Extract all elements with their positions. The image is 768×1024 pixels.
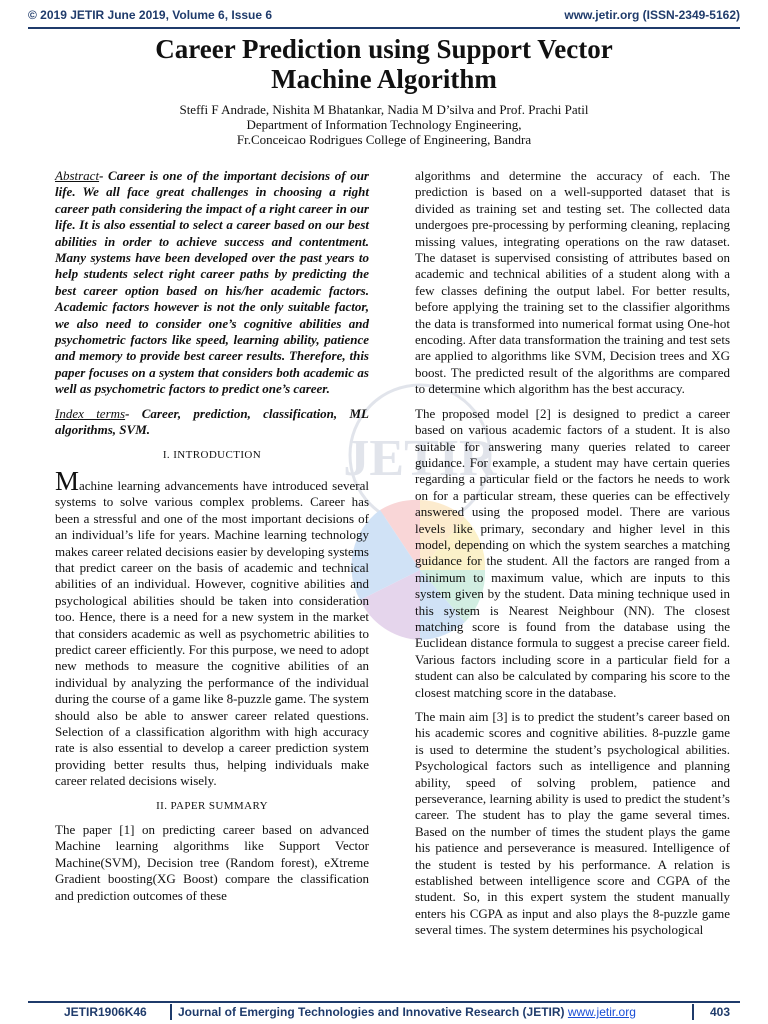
paper-title [40, 34, 728, 94]
right-paragraph-3: The main aim [3] is to predict the student’s career based on his academic scores and cognitive abilities. 8-puzzle game is used to determine the student’s psychological abilities. Psychological factors such as intelligence and planning ability, speed of solving problem, patience and perseverance, learning ability is used to predict the student’s career. The student has to play the game several times. Based on the number of times the student plays the game his patience and perseverance is measured. Intelligence of the student is tested by his performance. A relation is established between intelligence score and CGPA of the student. So, in this expert system the student manually enters his CGPA as input and also plays the 8-puzzle game several times. The system determines his psychological [415, 709, 730, 938]
page-footer [28, 1005, 740, 1021]
section-heading-introduction: I. INTRODUCTION [162, 448, 262, 461]
left-column [55, 168, 369, 912]
author-college: Fr.Conceicao Rodrigues College of Engineering, Bandra [236, 132, 532, 147]
footer-separator-right [692, 1004, 694, 1020]
intro-text: achine learning advancements have introduced several systems to solve various complex problems. Career has been a stressful and one of the most important decisions of an individual’s life for years. Machine learning technology makes career related decisions easier by developing systems that predict career on the basis of academic and technical abilities of an individual. However, cognitive abilities and psychological abilities should be taken into consideration too. Hence, there is a need for a new system in the market that considers academic as well as psychometric abilities to predict career efficiently. For this purpose, we need to adopt new methods to measure the cognitive abilities of an individual by analyzing the performance of the individual during the course of a game like 8-puzzle game. The system should also be able to answer career related questions. Selection of a classification algorithm with high accuracy rate is also essential to develop a career prediction system providing better results thus, helping individuals make career related decisions wisely. [55, 477, 369, 789]
section-heading-paper-summary: II. PAPER SUMMARY [156, 799, 268, 812]
header-website: www.jetir.org (ISSN-2349-5162) [564, 8, 740, 22]
abstract-text: - Career is one of the important decisions of our life. We all face great challenges in choosing a right career path considering the impact of a right career in our life. It is also essential to select a career based on our best abilities in order to achieve success and contentment. Many systems have been developed over the past years to help students select right career paths by predicting the best career option based on his/her academic factors. Academic factors however is not the only suitable factor, we also need to consider one’s cognitive abilities and psychometric factors like speed, learning ability, patience and memory to provide best career results. Therefore, this paper focuses on a system that considers both academic as well as psychometric factors to predict one’s career. [55, 168, 369, 397]
summary-paragraph-1: The paper [1] on predicting career based on advanced Machine learning algorithms like Support Vector Machine(SVM), Decision tree (Random forest), eXtreme Gradient boosting(XG Boost) compare the classification and prediction outcomes of these [55, 822, 369, 903]
author-names: Steffi F Andrade, Nishita M Bhatankar, Nadia M D’silva and Prof. Prachi Patil [179, 102, 589, 117]
page-header [28, 6, 740, 24]
introduction-paragraph [55, 465, 369, 790]
footer-paper-id: JETIR1906K46 [64, 1005, 147, 1019]
header-citation: © 2019 JETIR June 2019, Volume 6, Issue 6 [28, 8, 273, 22]
index-terms-paragraph [55, 406, 369, 439]
abstract-label: Abstract [55, 168, 100, 183]
author-department: Department of Information Technology Engineering, [246, 117, 522, 132]
title-line-2: Machine Algorithm [271, 64, 497, 94]
abstract-paragraph [55, 168, 369, 398]
index-terms-label: Index terms [55, 405, 126, 421]
title-line-1: Career Prediction using Support Vector [155, 34, 613, 64]
footer-separator-left [170, 1004, 172, 1020]
header-divider [28, 27, 740, 29]
watermark-text: JETIR [343, 430, 497, 487]
footer-journal [178, 1005, 636, 1019]
intro-dropcap: M [55, 465, 80, 496]
right-column [415, 168, 730, 947]
footer-url-link[interactable]: www.jetir.org [567, 1005, 636, 1019]
footer-divider [28, 1001, 740, 1003]
right-paragraph-2: The proposed model [2] is designed to predict a career based on various academic factors of a student. It is also suitable for answering many queries related to career guidance. For example, a student may have certain queries regarding a particular field or the factors he needs to work on for a particular stream, these queries can be effectively answered using the proposed model. There are various levels like primary, secondary and higher level in this model, depending on which the system searches a matching guidance for the student. All the factors are ranged from a minimum to maximum value, which are inputs to this system given by the student. Data mining technique used in this system is Nearest Neighbour (NN). The closest matching score is found from the database using the Euclidean distance formula to suggest a precise career field. Various factors including score in a particular field for a student can also be calculated by comparing his score to the closest matching score in the database. [415, 405, 730, 700]
footer-journal-name: Journal of Emerging Technologies and Innovative Research (JETIR) [178, 1005, 565, 1019]
index-terms-text: - Career, prediction, classification, ML algorithms, SVM. [55, 405, 369, 438]
page-number: 403 [709, 1005, 730, 1019]
author-block [40, 102, 728, 147]
right-paragraph-1: algorithms and determine the accuracy of each. The prediction is based on a well-supported dataset that is divided as training set and testing set. The collected data undergoes pre-processing by performing cleaning, replacing missing values, integrating operations on the raw dataset. The dataset is supervised consisting of attributes based on academic and technical abilities of a student along with a few classes defining the output label. For better results, before applying the training set to the classifier algorithms the data is transformed into numerical format using One-hot encoding. After data transformation the training and test sets are applied to algorithms like SVM, Decision trees and XG boost. The predicted result of the algorithms are compared to determine which algorithm has the best accuracy. [415, 168, 730, 397]
